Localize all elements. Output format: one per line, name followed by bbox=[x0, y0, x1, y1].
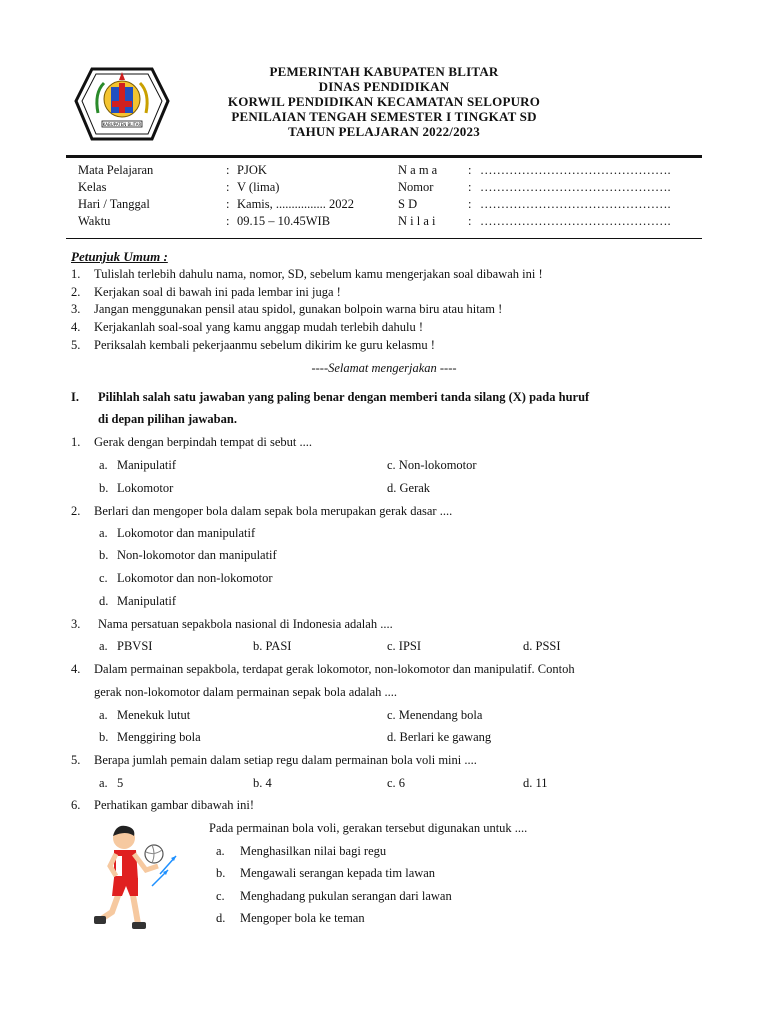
instruction-num: 3. bbox=[71, 302, 81, 316]
section-number: I. bbox=[71, 390, 79, 404]
question-number: 1. bbox=[71, 435, 81, 449]
header-rule bbox=[66, 155, 702, 158]
info-sep: : bbox=[468, 163, 472, 177]
question-number: 4. bbox=[71, 662, 81, 676]
question-number: 5. bbox=[71, 753, 81, 767]
info-value-time: 09.15 – 10.45WIB bbox=[237, 214, 331, 228]
option-letter[interactable]: a. bbox=[216, 844, 225, 858]
info-blank-number[interactable]: ………………………………………. bbox=[480, 180, 671, 194]
option-text: Lokomotor dan non-lokomotor bbox=[117, 571, 273, 585]
option[interactable]: d. Gerak bbox=[387, 481, 431, 495]
option-text: Lokomotor bbox=[117, 481, 174, 495]
info-label-name: N a m a bbox=[398, 163, 438, 177]
option-letter[interactable]: a. bbox=[99, 458, 108, 472]
header-line-1: PEMERINTAH KABUPATEN BLITAR bbox=[269, 64, 499, 79]
instructions-title: Petunjuk Umum : bbox=[71, 249, 168, 264]
question-text: gerak non-lokomotor dalam permainan sepak bola adalah .... bbox=[94, 685, 398, 699]
instruction-num: 4. bbox=[71, 320, 81, 334]
info-label-school: S D bbox=[398, 197, 418, 211]
header-line-4: PENILAIAN TENGAH SEMESTER I TINGKAT SD bbox=[231, 109, 537, 124]
info-blank-school[interactable]: ………………………………………. bbox=[480, 197, 671, 211]
question-number: 3. bbox=[71, 617, 81, 631]
option-letter[interactable]: c. bbox=[99, 571, 108, 585]
header-line-5: TAHUN PELAJARAN 2022/2023 bbox=[288, 124, 480, 139]
greeting: ----Selamat mengerjakan ---- bbox=[311, 361, 457, 375]
section-instruction-line2: di depan pilihan jawaban. bbox=[98, 412, 237, 426]
option-text: Menggiring bola bbox=[117, 730, 201, 744]
option-text: Manipulatif bbox=[117, 594, 177, 608]
instruction-num: 1. bbox=[71, 267, 81, 281]
question-text: Gerak dengan berpindah tempat di sebut .... bbox=[94, 435, 312, 449]
info-label-subject: Mata Pelajaran bbox=[78, 163, 154, 177]
info-label-class: Kelas bbox=[78, 180, 107, 194]
question-prompt: Pada permainan bola voli, gerakan tersebut digunakan untuk .... bbox=[209, 821, 528, 835]
info-label-score: N i l a i bbox=[398, 214, 436, 228]
option-text: 5 bbox=[117, 776, 124, 790]
instruction-num: 5. bbox=[71, 338, 81, 352]
option-text: Lokomotor dan manipulatif bbox=[117, 526, 256, 540]
option[interactable]: b. PASI bbox=[253, 639, 292, 653]
option-letter[interactable]: a. bbox=[99, 639, 108, 653]
option-letter[interactable]: a. bbox=[99, 776, 108, 790]
option[interactable]: d. Berlari ke gawang bbox=[387, 730, 492, 744]
option[interactable]: c. Non-lokomotor bbox=[387, 458, 477, 472]
option-letter[interactable]: d. bbox=[99, 594, 109, 608]
option-text: PBVSI bbox=[117, 639, 153, 653]
kabupaten-blitar-logo bbox=[74, 63, 170, 145]
info-label-date: Hari / Tanggal bbox=[78, 197, 150, 211]
option-letter[interactable]: b. bbox=[99, 481, 109, 495]
question-text: Perhatikan gambar dibawah ini! bbox=[94, 798, 255, 812]
option-letter[interactable]: b. bbox=[99, 548, 109, 562]
question-number: 6. bbox=[71, 798, 81, 812]
option-text: Menghasilkan nilai bagi regu bbox=[240, 844, 387, 858]
instruction-num: 2. bbox=[71, 285, 81, 299]
info-sep: : bbox=[226, 180, 230, 194]
option[interactable]: c. Menendang bola bbox=[387, 708, 483, 722]
header-line-2: DINAS PENDIDIKAN bbox=[318, 79, 450, 94]
instruction-text: Jangan menggunakan pensil atau spidol, gunakan bolpoin warna biru atau hitam ! bbox=[94, 302, 503, 316]
info-sep: : bbox=[468, 180, 472, 194]
option[interactable]: d. 11 bbox=[523, 776, 548, 790]
question-text: Berapa jumlah pemain dalam setiap regu dalam permainan bola voli mini .... bbox=[94, 753, 477, 767]
instruction-text: Kerjakan soal di bawah ini pada lembar ini juga ! bbox=[94, 285, 341, 299]
option[interactable]: b. 4 bbox=[253, 776, 272, 790]
option-letter[interactable]: c. bbox=[216, 889, 225, 903]
instruction-text: Kerjakanlah soal-soal yang kamu anggap mudah terlebih dahulu ! bbox=[94, 320, 424, 334]
question-number: 2. bbox=[71, 504, 81, 518]
question-text: Nama persatuan sepakbola nasional di Indonesia adalah .... bbox=[98, 617, 393, 631]
info-value-class: V (lima) bbox=[237, 180, 280, 194]
option-letter[interactable]: b. bbox=[99, 730, 109, 744]
section-instruction-line1: Pilihlah salah satu jawaban yang paling benar dengan memberi tanda silang (X) pada huruf bbox=[98, 390, 590, 404]
info-label-time: Waktu bbox=[78, 214, 111, 228]
option-letter[interactable]: a. bbox=[99, 708, 108, 722]
option-text: Mengawali serangan kepada tim lawan bbox=[240, 866, 436, 880]
info-blank-name[interactable]: ………………………………………. bbox=[480, 163, 671, 177]
option-text: Menghadang pukulan serangan dari lawan bbox=[240, 889, 452, 903]
option-text: Mengoper bola ke teman bbox=[240, 911, 365, 925]
header-line-3: KORWIL PENDIDIKAN KECAMATAN SELOPURO bbox=[227, 94, 541, 109]
info-blank-score[interactable]: ………………………………………. bbox=[480, 214, 671, 228]
option-letter[interactable]: d. bbox=[216, 911, 226, 925]
info-value-date: Kamis, ................ 2022 bbox=[237, 197, 355, 211]
info-sep: : bbox=[226, 163, 230, 177]
option[interactable]: c. 6 bbox=[387, 776, 406, 790]
instruction-text: Periksalah kembali pekerjaanmu sebelum dikirim ke guru kelasmu ! bbox=[94, 338, 435, 352]
instruction-text: Tulislah terlebih dahulu nama, nomor, SD, sebelum kamu mengerjakan soal dibawah ini ! bbox=[94, 267, 543, 281]
option-text: Menekuk lutut bbox=[117, 708, 191, 722]
info-sep: : bbox=[226, 214, 230, 228]
question-text: Dalam permainan sepakbola, terdapat gerak lokomotor, non-lokomotor dan manipulatif. Contoh bbox=[94, 662, 575, 676]
volleyball-player-illustration bbox=[86, 820, 186, 932]
option[interactable]: c. IPSI bbox=[387, 639, 422, 653]
option-text: Manipulatif bbox=[117, 458, 177, 472]
info-sep: : bbox=[226, 197, 230, 211]
info-value-subject: PJOK bbox=[237, 163, 267, 177]
info-sep: : bbox=[468, 197, 472, 211]
option[interactable]: d. PSSI bbox=[523, 639, 561, 653]
info-sep: : bbox=[468, 214, 472, 228]
info-label-number: Nomor bbox=[398, 180, 434, 194]
logo-caption: KABUPATEN BLITAR bbox=[102, 122, 142, 127]
option-letter[interactable]: a. bbox=[99, 526, 108, 540]
option-text: Non-lokomotor dan manipulatif bbox=[117, 548, 277, 562]
question-text: Berlari dan mengoper bola dalam sepak bola merupakan gerak dasar .... bbox=[94, 504, 453, 518]
info-rule bbox=[66, 238, 702, 239]
option-letter[interactable]: b. bbox=[216, 866, 226, 880]
